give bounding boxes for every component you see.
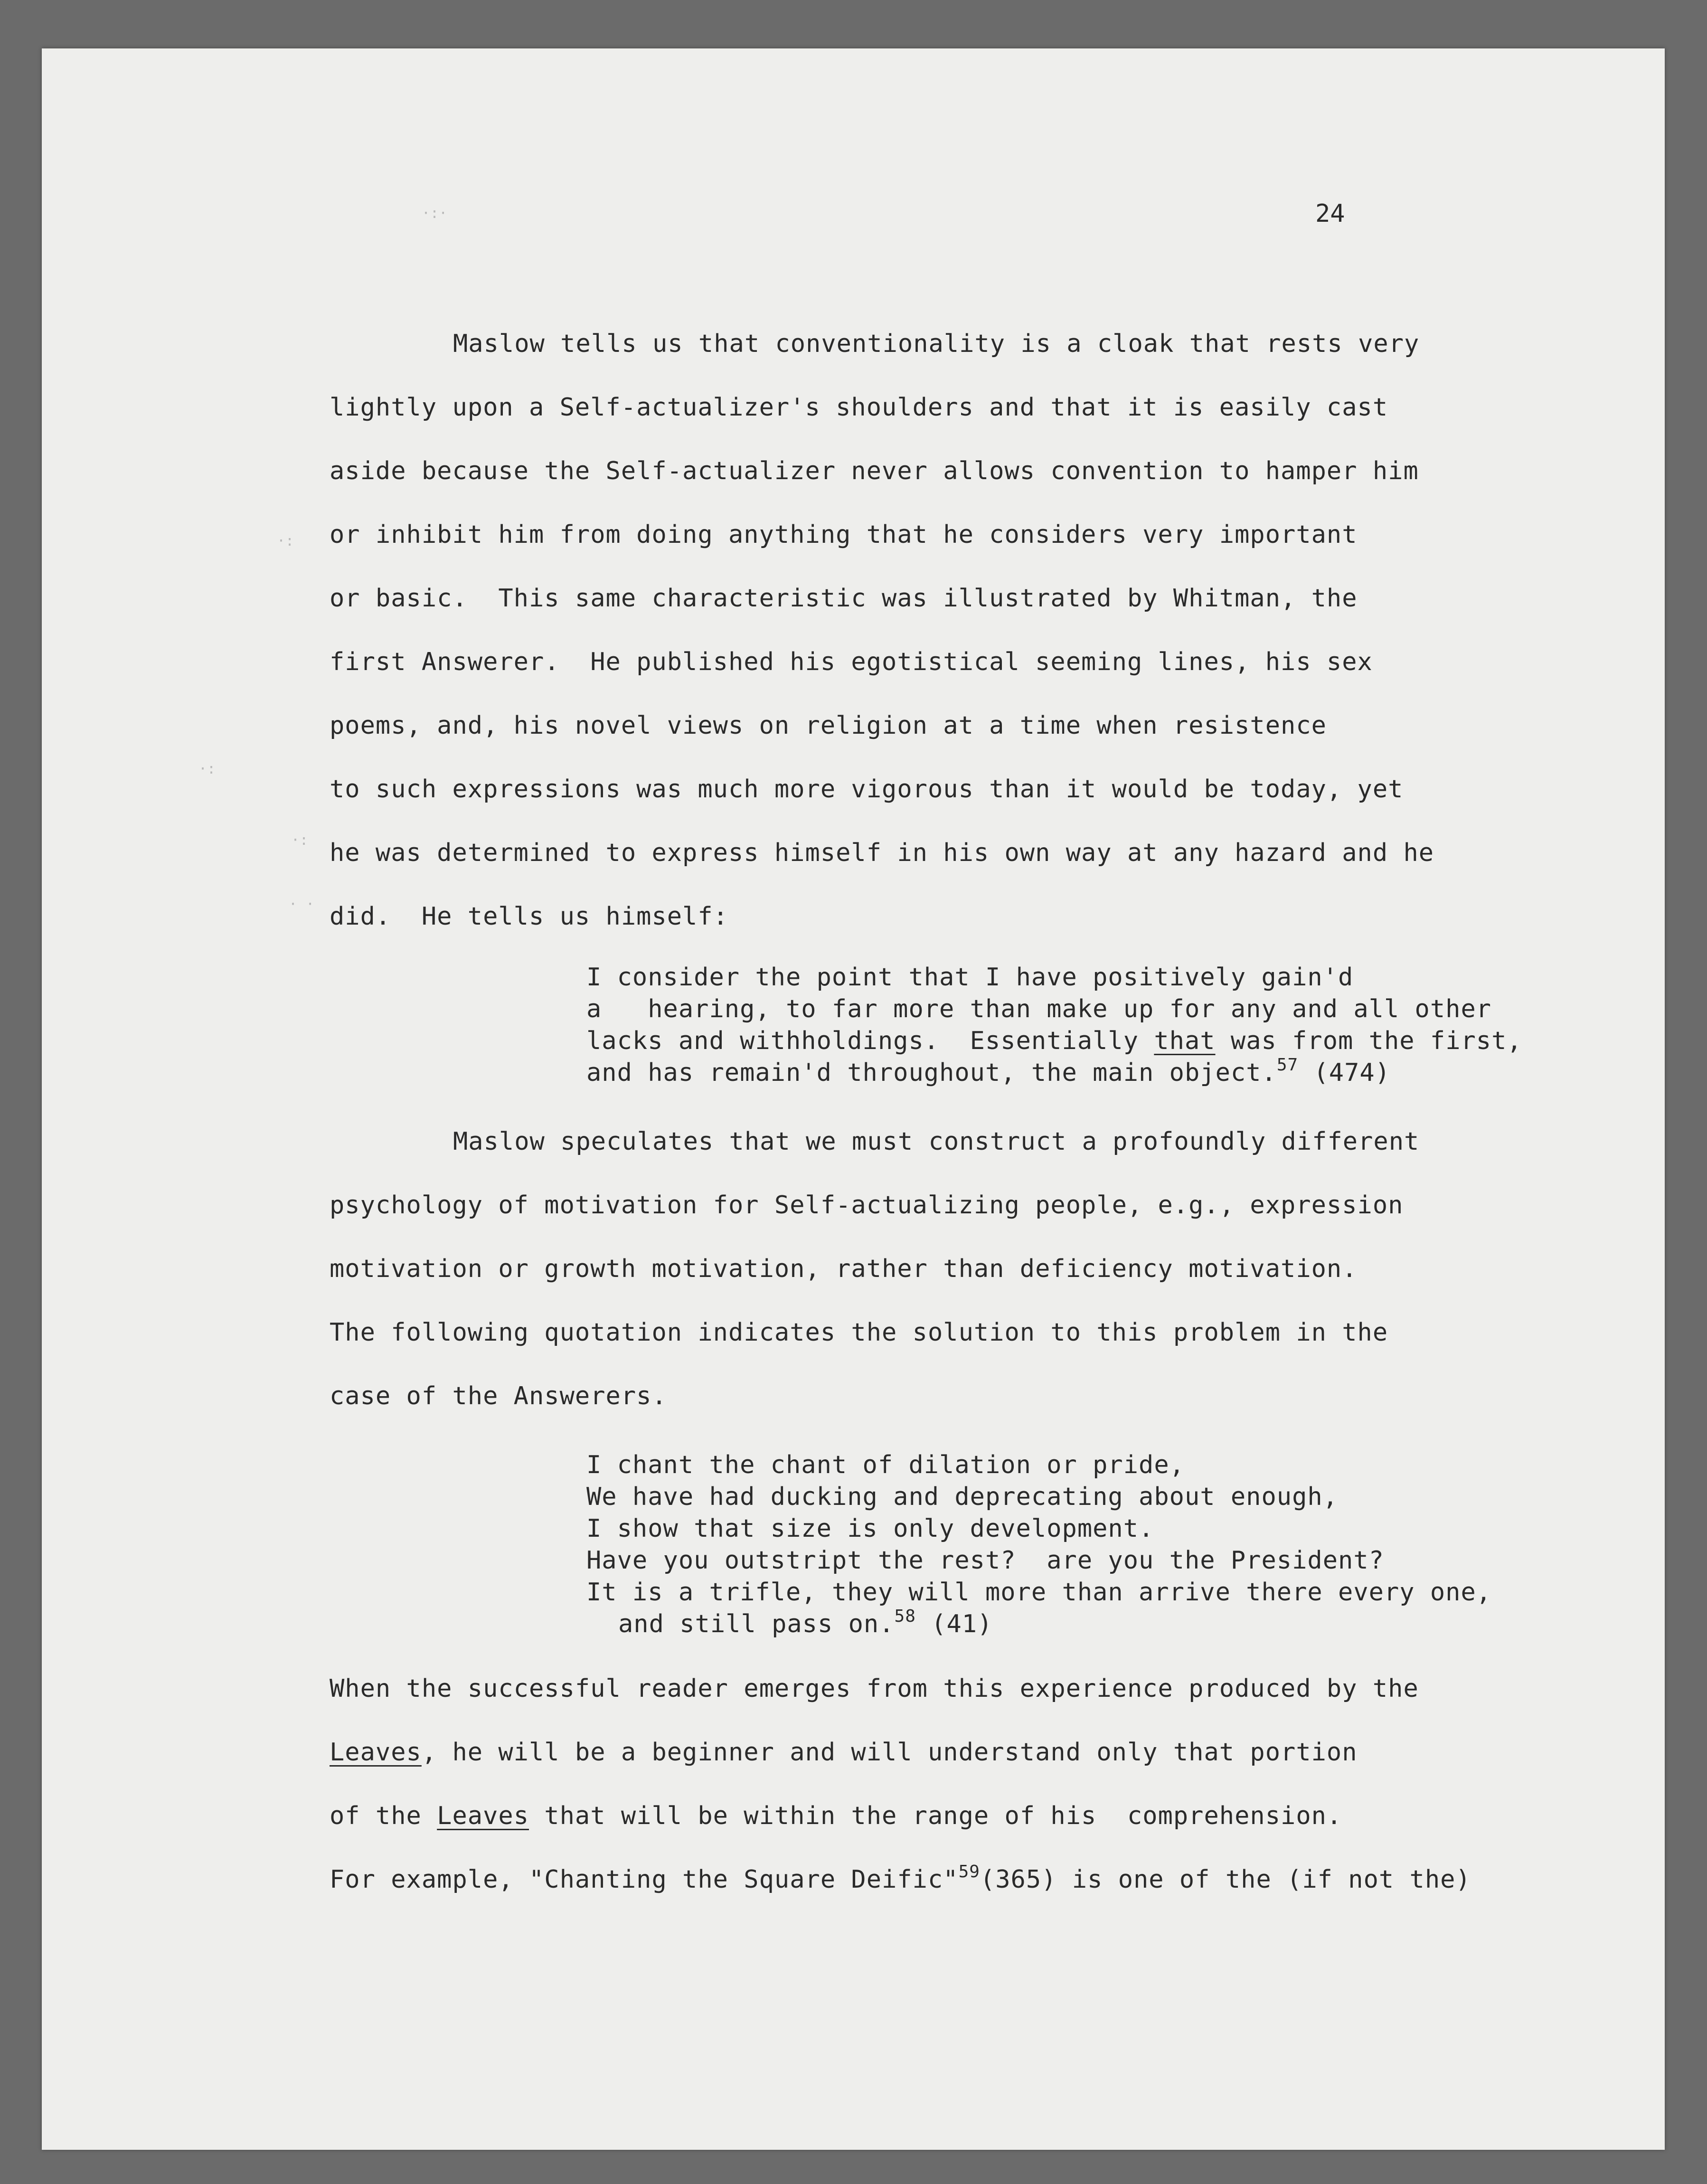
paragraph-line: he was determined to express himself in his own way at any hazard and he bbox=[330, 839, 1434, 867]
paragraph-text: , he will be a beginner and will understand only that portion bbox=[421, 1738, 1358, 1767]
underlined-title: Leaves bbox=[330, 1738, 422, 1767]
paper-speck: ·: bbox=[198, 761, 216, 777]
footnote-marker: 58 bbox=[894, 1607, 916, 1626]
paper-speck: ·: bbox=[291, 832, 309, 849]
paragraph-line: motivation or growth motivation, rather than deficiency motivation. bbox=[330, 1255, 1358, 1283]
paragraph-line: or basic. This same characteristic was illustrated by Whitman, the bbox=[330, 584, 1358, 613]
underlined-word: that bbox=[1154, 1027, 1216, 1055]
paragraph-text: For example, "Chanting the Square Deific" bbox=[330, 1865, 959, 1894]
paragraph-line: The following quotation indicates the solution to this problem in the bbox=[330, 1318, 1388, 1347]
paragraph-line bbox=[330, 1802, 1342, 1830]
paragraph-text: that will be within the range of his comprehension. bbox=[529, 1802, 1342, 1830]
document-page bbox=[42, 48, 1665, 2150]
quote-line: I show that size is only development. bbox=[586, 1514, 1154, 1543]
paragraph-line: psychology of motivation for Self-actualizing people, e.g., expression bbox=[330, 1191, 1404, 1220]
underlined-title: Leaves bbox=[437, 1802, 529, 1830]
quote-line bbox=[586, 1027, 1522, 1055]
paragraph-line: Maslow tells us that conventionality is a cloak that rests very bbox=[453, 330, 1420, 358]
paragraph-line: aside because the Self-actualizer never allows convention to hamper him bbox=[330, 457, 1419, 485]
paragraph-line bbox=[330, 1738, 1358, 1767]
quote-line bbox=[586, 1055, 1391, 1087]
quote-text: and has remain'd throughout, the main object. bbox=[586, 1059, 1277, 1087]
quote-line: Have you outstript the rest? are you the President? bbox=[586, 1546, 1384, 1575]
page-number: 24 bbox=[1315, 199, 1345, 228]
paper-speck: · · bbox=[289, 896, 315, 913]
quote-text: was from the first, bbox=[1215, 1027, 1522, 1055]
paragraph-line: When the successful reader emerges from this experience produced by the bbox=[330, 1674, 1419, 1703]
paragraph-line: Maslow speculates that we must construct a profoundly different bbox=[453, 1127, 1420, 1156]
paragraph-line: case of the Answerers. bbox=[330, 1382, 667, 1410]
paper-speck: ·: bbox=[277, 533, 294, 549]
paragraph-line bbox=[330, 1862, 1471, 1894]
paragraph-text: (365) is one of the (if not the) bbox=[980, 1865, 1471, 1894]
paragraph-line: first Answerer. He published his egotistical seeming lines, his sex bbox=[330, 648, 1373, 676]
quote-text: and still pass on. bbox=[618, 1610, 895, 1638]
paragraph-line: to such expressions was much more vigorous than it would be today, yet bbox=[330, 775, 1404, 804]
footnote-marker: 59 bbox=[958, 1862, 980, 1881]
citation: (474) bbox=[1298, 1059, 1391, 1087]
paper-speck: ·:· bbox=[422, 205, 448, 222]
quote-text: lacks and withholdings. Essentially bbox=[586, 1027, 1154, 1055]
quote-line bbox=[618, 1607, 993, 1638]
paragraph-line: or inhibit him from doing anything that he considers very important bbox=[330, 520, 1358, 549]
paragraph-text: of the bbox=[330, 1802, 437, 1830]
footnote-marker: 57 bbox=[1276, 1055, 1299, 1075]
paragraph-line: lightly upon a Self-actualizer's shoulders and that it is easily cast bbox=[330, 393, 1388, 422]
quote-line: It is a trifle, they will more than arrive there every one, bbox=[586, 1578, 1492, 1607]
quote-line: We have had ducking and deprecating about enough, bbox=[586, 1483, 1339, 1511]
citation: (41) bbox=[915, 1610, 993, 1638]
paragraph-line: poems, and, his novel views on religion at a time when resistence bbox=[330, 711, 1327, 740]
quote-line: a hearing, to far more than make up for any and all other bbox=[586, 995, 1492, 1023]
quote-line: I consider the point that I have positively gain'd bbox=[586, 963, 1354, 992]
paragraph-line: did. He tells us himself: bbox=[330, 902, 728, 931]
quote-line: I chant the chant of dilation or pride, bbox=[586, 1451, 1185, 1479]
